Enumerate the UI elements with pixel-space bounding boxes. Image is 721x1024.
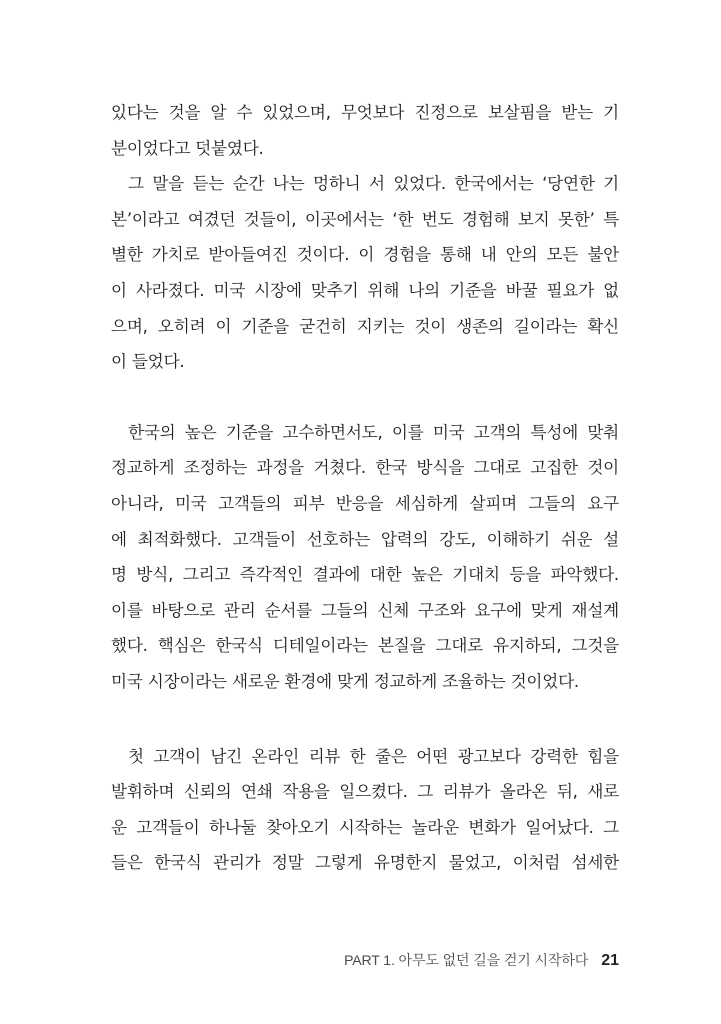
text-line: 들은 한국식 관리가 정말 그렇게 유명한지 물었고, 이처럼 섬세한: [111, 853, 619, 873]
paragraph-2: [111, 166, 619, 380]
text-line: 분이었다고 덧붙였다.: [111, 138, 264, 158]
paragraph-spacer: [111, 380, 619, 415]
paragraph-4: [111, 739, 619, 881]
page-number: 21: [601, 952, 619, 969]
text-line: 명 방식, 그리고 즉각적인 결과에 대한 높은 기대치 등을 파악했다.: [111, 565, 619, 585]
text-line: 했다. 핵심은 한국식 디테일이라는 본질을 그대로 유지하되, 그것을: [111, 636, 619, 656]
text-line: 운 고객들이 하나둘 찾아오기 시작하는 놀라운 변화가 일어났다. 그: [111, 817, 619, 837]
text-line: 발휘하며 신뢰의 연쇄 작용을 일으켰다. 그 리뷰가 올라온 뒤, 새로: [111, 782, 619, 802]
text-line: 이를 바탕으로 관리 순서를 그들의 신체 구조와 요구에 맞게 재설계: [111, 600, 619, 620]
paragraph-1: [111, 95, 619, 166]
text-line: 첫 고객이 남긴 온라인 리뷰 한 줄은 어떤 광고보다 강력한 힘을: [128, 746, 619, 766]
text-line: 이 사라졌다. 미국 시장에 맞추기 위해 나의 기준을 바꿀 필요가 없: [111, 280, 619, 300]
paragraph-spacer: [111, 700, 619, 739]
text-line: 한국의 높은 기준을 고수하면서도, 이를 미국 고객의 특성에 맞춰: [128, 422, 619, 442]
text-line: 본’이라고 여겼던 것들이, 이곳에서는 ‘한 번도 경험해 보지 못한’ 특: [111, 209, 619, 229]
text-line: 아니라, 미국 고객들의 피부 반응을 세심하게 살피며 그들의 요구: [111, 493, 619, 513]
page-footer: [344, 950, 619, 970]
text-line: 미국 시장이라는 새로운 환경에 맞게 정교하게 조율하는 것이었다.: [111, 671, 579, 691]
text-line: 이 들었다.: [111, 352, 185, 372]
text-line: 정교하게 조정하는 과정을 거쳤다. 한국 방식을 그대로 고집한 것이: [111, 458, 619, 478]
text-line: 그 말을 듣는 순간 나는 멍하니 서 있었다. 한국에서는 ‘당연한 기: [128, 174, 619, 194]
text-line: 있다는 것을 알 수 있었으며, 무엇보다 진정으로 보살핌을 받는 기: [111, 103, 619, 122]
running-title: PART 1. 아무도 없던 길을 걷기 시작하다: [344, 952, 589, 968]
body-text: [111, 95, 619, 881]
text-line: 별한 가치로 받아들여진 것이다. 이 경험을 통해 내 안의 모든 불안: [111, 245, 619, 265]
paragraph-3: [111, 415, 619, 700]
text-line: 에 최적화했다. 고객들이 선호하는 압력의 강도, 이해하기 쉬운 설: [111, 529, 619, 549]
text-line: 으며, 오히려 이 기준을 굳건히 지키는 것이 생존의 길이라는 확신: [111, 316, 619, 336]
